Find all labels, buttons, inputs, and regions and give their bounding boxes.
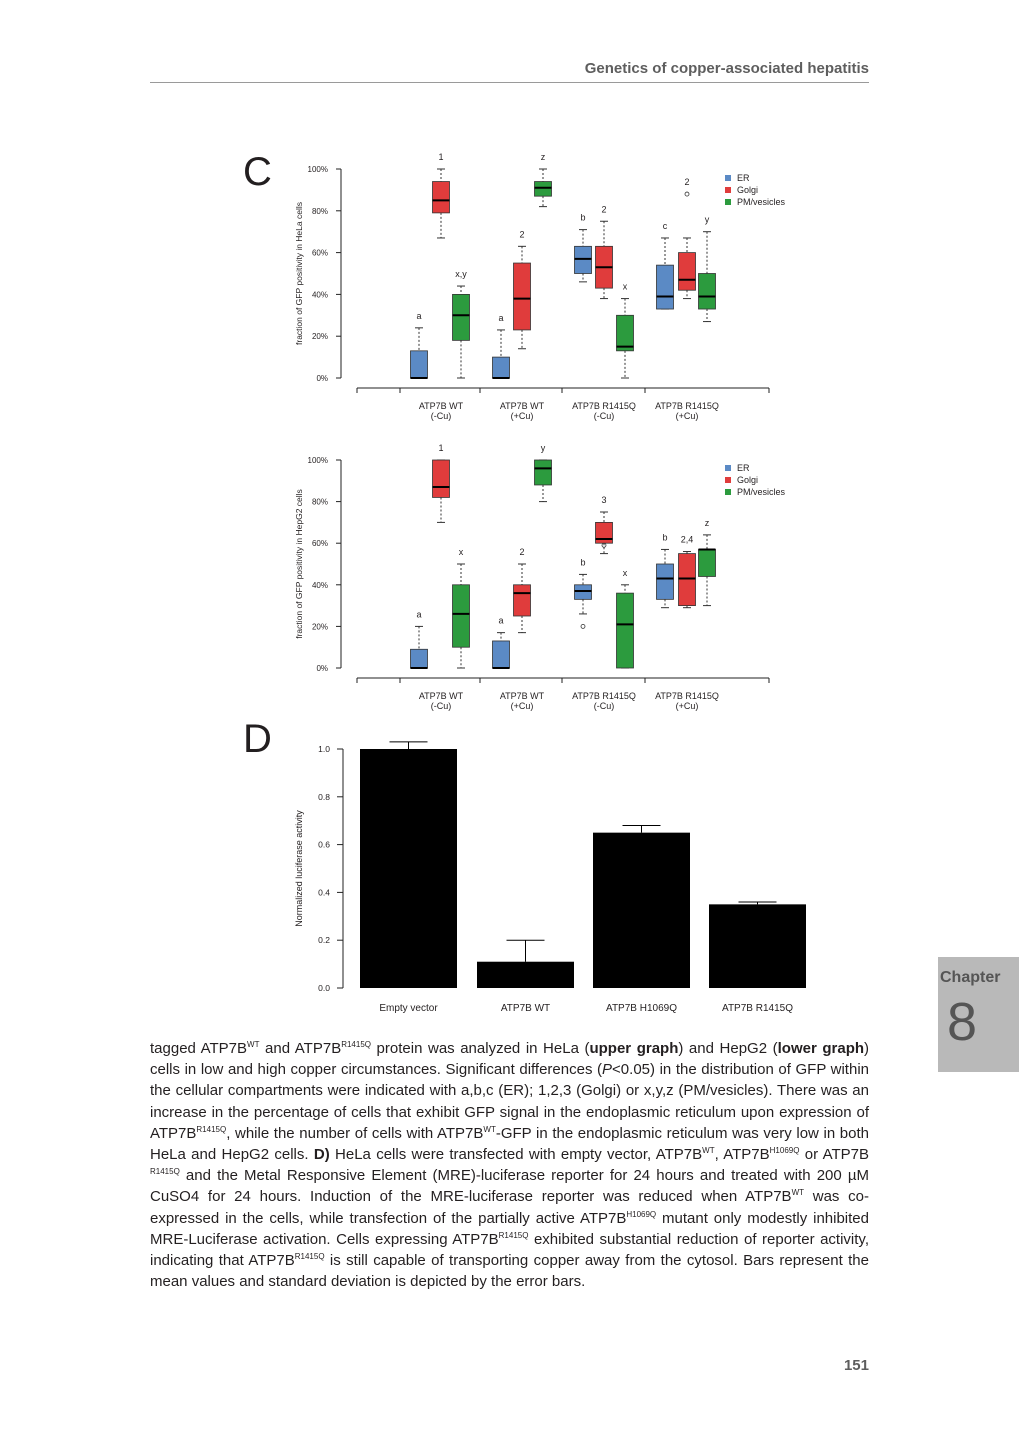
significance-label: z	[540, 152, 546, 162]
box-er	[493, 641, 510, 668]
legend-swatch	[725, 489, 731, 495]
y-axis-label: Normalized luciferase activity	[294, 810, 304, 927]
y-tick-label: 0.6	[318, 839, 330, 850]
caption-text: lower graph	[777, 1040, 865, 1057]
significance-label: 2	[684, 177, 690, 188]
significance-label: x	[458, 547, 464, 557]
y-tick-label: 40%	[311, 580, 328, 590]
caption-text: and the Metal Responsive Element (MRE)-luciferase reporter for 24 hours and treated with 200 µM CuSO4 for 24 hours. Induction of the MRE-luciferase reporter was reduced when ATP7B	[150, 1167, 869, 1206]
y-tick-label: 60%	[311, 539, 328, 549]
caption-text: , ATP7B	[714, 1146, 770, 1164]
legend-swatch	[725, 175, 731, 181]
significance-label: 1	[438, 152, 444, 162]
x-tick-label: (+Cu)	[510, 411, 534, 421]
caption-superscript: WT	[791, 1188, 804, 1198]
box-golgi	[679, 253, 696, 291]
chapter-label: Chapter	[940, 969, 1001, 986]
caption-superscript: WT	[247, 1040, 260, 1049]
box-er	[493, 357, 510, 378]
y-tick-label: 100%	[307, 456, 328, 465]
caption-superscript: R1415Q	[150, 1167, 180, 1177]
box-golgi	[514, 585, 531, 616]
caption-text: ) and HepG2 (	[678, 1040, 778, 1057]
x-tick-label: ATP7B R1415Q	[572, 401, 636, 411]
box-pmvesicles	[699, 549, 716, 576]
caption-text: , while the number of cells with ATP7B	[226, 1124, 484, 1142]
legend-label: PM/vesicles	[737, 487, 786, 497]
caption-text: mutant only modestly inhibited MRE-Luciferase activation. Cells expressing ATP7B	[150, 1209, 869, 1248]
significance-label: y	[540, 443, 546, 453]
y-tick-label: 0%	[316, 664, 328, 673]
chapter-number: 8	[947, 992, 978, 1052]
x-tick-label: ATP7B WT	[418, 691, 464, 701]
panel-letter: D	[243, 717, 272, 761]
y-tick-label: 80%	[311, 497, 328, 507]
legend-swatch	[725, 187, 731, 193]
caption-superscript: H1069Q	[626, 1209, 657, 1219]
caption-superscript: H1069Q	[769, 1146, 800, 1156]
caption-text: or ATP7B	[799, 1146, 870, 1164]
box-golgi	[514, 263, 531, 330]
significance-label: z	[704, 517, 710, 528]
box-golgi	[433, 182, 450, 213]
significance-label: a	[498, 615, 504, 626]
significance-label: 1	[438, 443, 444, 453]
box-pmvesicles	[699, 274, 716, 310]
caption-text: exhibited substantial reduction of reporter activity, indicating that ATP7B	[150, 1230, 869, 1270]
box-pmvesicles	[535, 182, 552, 197]
x-tick-label: (-Cu)	[430, 701, 452, 711]
box-outlier	[685, 192, 689, 196]
y-tick-label: 0.4	[318, 887, 330, 898]
x-tick-label: (+Cu)	[510, 701, 534, 711]
y-tick-label: 0.0	[318, 983, 330, 993]
bar	[593, 833, 690, 988]
x-tick-label: ATP7B R1415Q	[572, 691, 636, 701]
legend-label: Golgi	[737, 475, 759, 485]
y-axis-label: fraction of GFP positivity in HeLa cells	[294, 202, 304, 345]
significance-label: b	[662, 532, 668, 543]
significance-label: a	[416, 310, 422, 321]
caption-superscript: R1415Q	[294, 1252, 325, 1262]
significance-label: y	[704, 214, 710, 225]
caption-text: tagged ATP7B	[150, 1040, 248, 1057]
x-tick-label: Empty vector	[379, 1003, 438, 1014]
panel-letter: C	[243, 150, 272, 194]
caption-superscript: R1415Q	[341, 1040, 371, 1049]
bar	[477, 962, 574, 988]
y-axis-label: fraction of GFP positivity in HepG2 cells	[294, 489, 304, 639]
y-tick-label: 0%	[316, 374, 328, 383]
x-tick-label: ATP7B WT	[499, 691, 545, 701]
bar	[360, 749, 457, 988]
legend-label: ER	[737, 173, 750, 183]
significance-label: 2	[519, 229, 525, 240]
y-tick-label: 20%	[311, 332, 328, 342]
x-tick-label: ATP7B H1069Q	[606, 1003, 677, 1014]
box-er	[575, 246, 592, 273]
caption-text: was co-expressed in the cells, while transfection of the partially active ATP7B	[150, 1188, 869, 1227]
significance-label: c	[662, 220, 668, 231]
running-head: Genetics of copper-associated hepatitis	[584, 60, 869, 77]
x-tick-label: ATP7B WT	[499, 401, 545, 411]
caption-text: and ATP7B	[259, 1040, 342, 1057]
legend-swatch	[725, 199, 731, 205]
x-tick-label: (-Cu)	[430, 411, 452, 421]
box-er	[657, 265, 674, 309]
box-pmvesicles	[453, 294, 470, 340]
caption-text: upper graph	[589, 1040, 679, 1057]
bar	[709, 904, 806, 988]
x-tick-label: (-Cu)	[593, 411, 615, 421]
y-tick-label: 20%	[311, 622, 328, 632]
legend-label: ER	[737, 463, 750, 473]
significance-label: 3	[601, 495, 607, 505]
box-golgi	[679, 554, 696, 606]
legend-label: Golgi	[737, 185, 759, 195]
x-tick-label: (+Cu)	[675, 701, 699, 711]
significance-label: x	[622, 281, 628, 292]
significance-label: 2,4	[680, 534, 694, 545]
box-pmvesicles	[617, 593, 634, 668]
x-tick-label: ATP7B R1415Q	[655, 401, 719, 411]
box-golgi	[433, 460, 450, 497]
caption-superscript: R1415Q	[196, 1124, 227, 1134]
box-er	[411, 649, 428, 668]
significance-label: b	[580, 557, 586, 568]
x-tick-label: ATP7B R1415Q	[722, 1003, 793, 1014]
significance-label: b	[580, 212, 586, 223]
caption-superscript: R1415Q	[498, 1230, 529, 1240]
box-pmvesicles	[535, 460, 552, 485]
y-tick-label: 80%	[311, 206, 328, 216]
y-tick-label: 40%	[311, 290, 328, 300]
caption-superscript: WT	[483, 1124, 496, 1134]
significance-label: x,y	[455, 269, 467, 280]
box-er	[575, 585, 592, 600]
legend-swatch	[725, 465, 731, 471]
figure-caption	[150, 1038, 869, 1292]
significance-label: 2	[601, 204, 607, 215]
x-tick-label: (-Cu)	[593, 701, 615, 711]
caption-text: protein was analyzed in HeLa (	[371, 1040, 590, 1057]
caption-superscript: WT	[702, 1146, 715, 1156]
box-er	[411, 351, 428, 378]
x-tick-label: ATP7B WT	[418, 401, 464, 411]
y-tick-label: 0.8	[318, 791, 330, 802]
y-tick-label: 60%	[311, 248, 328, 258]
legend-label: PM/vesicles	[737, 197, 786, 207]
y-tick-label: 0.2	[318, 935, 330, 946]
legend-swatch	[725, 477, 731, 483]
y-tick-label: 100%	[307, 165, 328, 174]
caption-text: D)	[313, 1146, 330, 1164]
box-pmvesicles	[617, 315, 634, 351]
caption-text: ) cells in low and high copper circumstances. Significant differences (	[150, 1040, 870, 1079]
box-outlier	[581, 624, 585, 628]
box-pmvesicles	[453, 585, 470, 647]
caption-text: -GFP in the endoplasmic reticulum was very low in both HeLa and HepG2 cells.	[150, 1124, 869, 1164]
x-tick-label: (+Cu)	[675, 411, 699, 421]
caption-text: is still capable of transporting copper away from the cytosol. Bars represent the mean values and standard deviation is depicted by the error bars.	[150, 1252, 869, 1291]
significance-label: 2	[519, 547, 525, 557]
x-tick-label: ATP7B WT	[500, 1003, 551, 1014]
significance-label: x	[622, 567, 628, 578]
caption-text: <0.05) in the distribution of GFP within the cellular compartments were indicated with a,b,c (ER); 1,2,3 (Golgi) or x,y,z (PM/vesicles). There was an increase in the percentage of cells that exhibit GFP signal in the endoplasmic reticulum upon expression of ATP7B	[150, 1061, 869, 1142]
y-tick-label: 1.0	[318, 744, 330, 754]
box-er	[657, 564, 674, 599]
page-number: 151	[843, 1357, 869, 1374]
caption-text: P	[602, 1061, 613, 1079]
significance-label: a	[498, 312, 504, 323]
caption-text: HeLa cells were transfected with empty vector, ATP7B	[329, 1146, 703, 1164]
significance-label: a	[416, 609, 422, 620]
box-golgi	[596, 522, 613, 543]
x-tick-label: ATP7B R1415Q	[655, 691, 719, 701]
